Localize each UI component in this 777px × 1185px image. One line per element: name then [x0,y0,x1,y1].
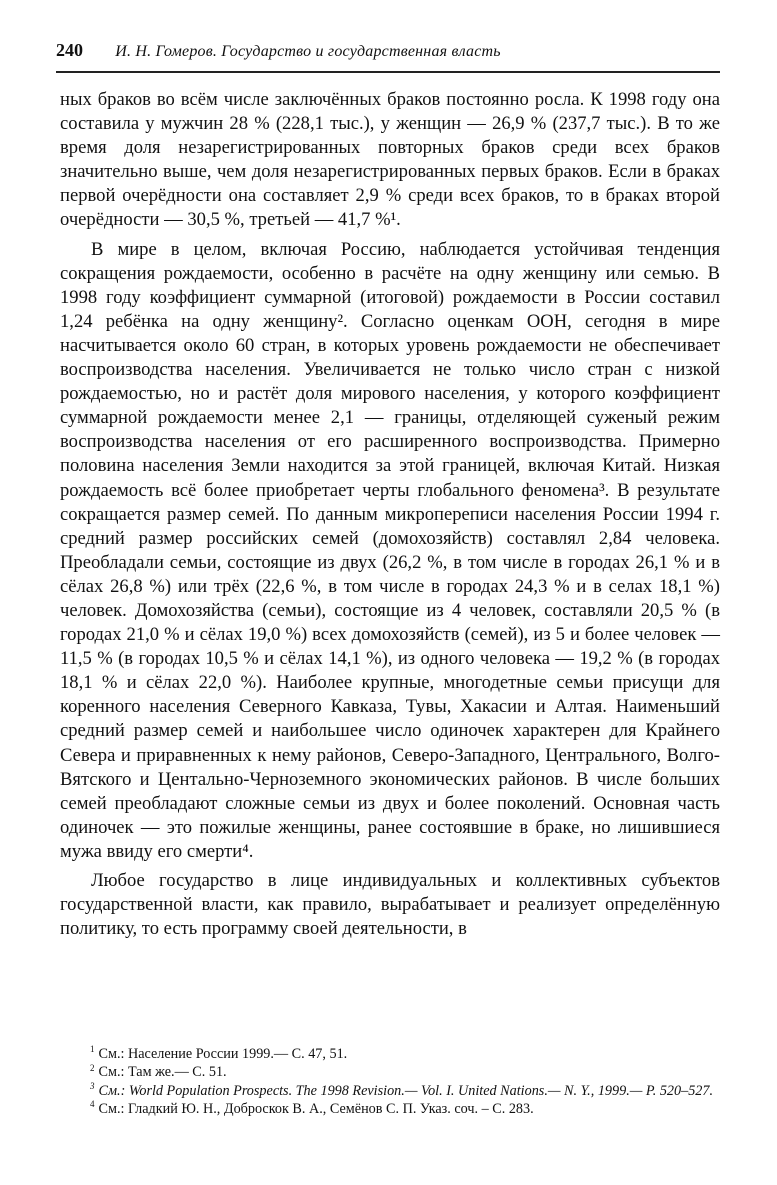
footnote [60,1100,720,1118]
footnote [60,1082,720,1100]
footnote-mark: 3 [90,1081,95,1092]
footnote [60,1045,720,1063]
footnote-text: См.: Там же.— С. 51. [98,1064,227,1081]
body-text [60,88,720,941]
footnote-text: См.: World Population Prospects. The 1998 Revision.— Vol. I. United Nations.— N. Y., 1999.— P. 520–527. [98,1082,714,1099]
running-head [56,40,720,68]
footnote-mark: 4 [90,1099,95,1110]
footnote [60,1063,720,1081]
header-rule [56,71,720,73]
footnote-text: См.: Население России 1999.— С. 47, 51. [98,1046,348,1062]
paragraph: Любое государство в лице индивидуальных и коллективных субъектов государственной власти, как правило, вырабатывает и реализует определённую политику, то есть программу своей деятельности, в [60,870,720,940]
page-number: 240 [56,40,83,60]
footnote-mark: 2 [90,1062,95,1073]
paragraph-continued: ных браков во всём числе заключённых браков постоянно росла. К 1998 году она составила у мужчин 28 % (228,1 тыс.), у женщин — 26,9 % (237,7 тыс.). В то же время доля незарегистрированных повторных браков среди всех браков значительно выше, чем доля незарегистрированных первых браков. Если в браках первой очерёдности она составляет 2,9 % среди всех браков, то в браках второй очерёдности — 30,5 %, третьей — 41,7 %¹. [60,89,720,231]
footnote-text: См.: Гладкий Ю. Н., Доброскок В. А., Семёнов С. П. Указ. соч. – С. 283. [98,1101,534,1118]
running-title: И. Н. Гомеров. Государство и государственная власть [115,43,501,60]
footnote-mark: 1 [90,1044,95,1055]
paragraph: В мире в целом, включая Россию, наблюдается устойчивая тенденция сокращения рождаемости, особенно в расчёте на одну женщину или семью. В 1998 году коэффициент суммарной (итоговой) рождаемости в России составил 1,24 ребёнка на одну женщину². Согласно оценкам ООН, сегодня в мире насчитывается около 60 стран, в которых уровень рождаемости не обеспечивает воспроизводства населения. Увеличивается не только число стран с низкой рождаемостью, но и растёт доля мирового населения, у которого коэффициент суммарной рождаемости менее 2,1 — границы, отделяющей суженый режим воспроизводства населения от его расширенного воспроизводства. Примерно половина населения Земли находится за этой границей, включая Китай. Низкая рождаемость всё более приобретает черты глобального феномена³. В результате сокращается размер семей. По данным микропереписи населения России 1994 г. средний размер российских семей (домохозяйств) составлял 2,84 человека. Преобладали семьи, состоящие из двух (26,2 %, в том числе в городах 26,1 % и в сёлах 26,8 %) или трёх (22,6 %, в том числе в городах 24,3 % и в селах 18,1 %) человек. Домохозяйства (семьи), состоящие из 4 человек, составляли 20,5 % (в городах 21,0 % и сёлах 19,0 %) всех домохозяйств (семей), из 5 и более человек — 11,5 % (в городах 10,5 % и сёлах 14,1 %), из одного человека — 19,2 % (в городах 18,1 % и сёлах 22,0 %). Наиболее крупные, многодетные семьи присущи для коренного населения Северного Кавказа, Тувы, Хакасии и Алтая. Наименьший средний размер семей и наибольшее число одиночек характерен для Крайнего Севера и приравненных к нему районов, Северо-Западного, Центрального, Волго-Вятского и Центально-Черноземного экономических районов. В числе больших семей преобладают сложные семьи из двух и более поколений. Основная часть одиночек — это пожилые женщины, ранее состоявшие в браке, но лишившиеся мужа ввиду его смерти⁴. [60,238,720,862]
footnotes [60,1045,720,1119]
